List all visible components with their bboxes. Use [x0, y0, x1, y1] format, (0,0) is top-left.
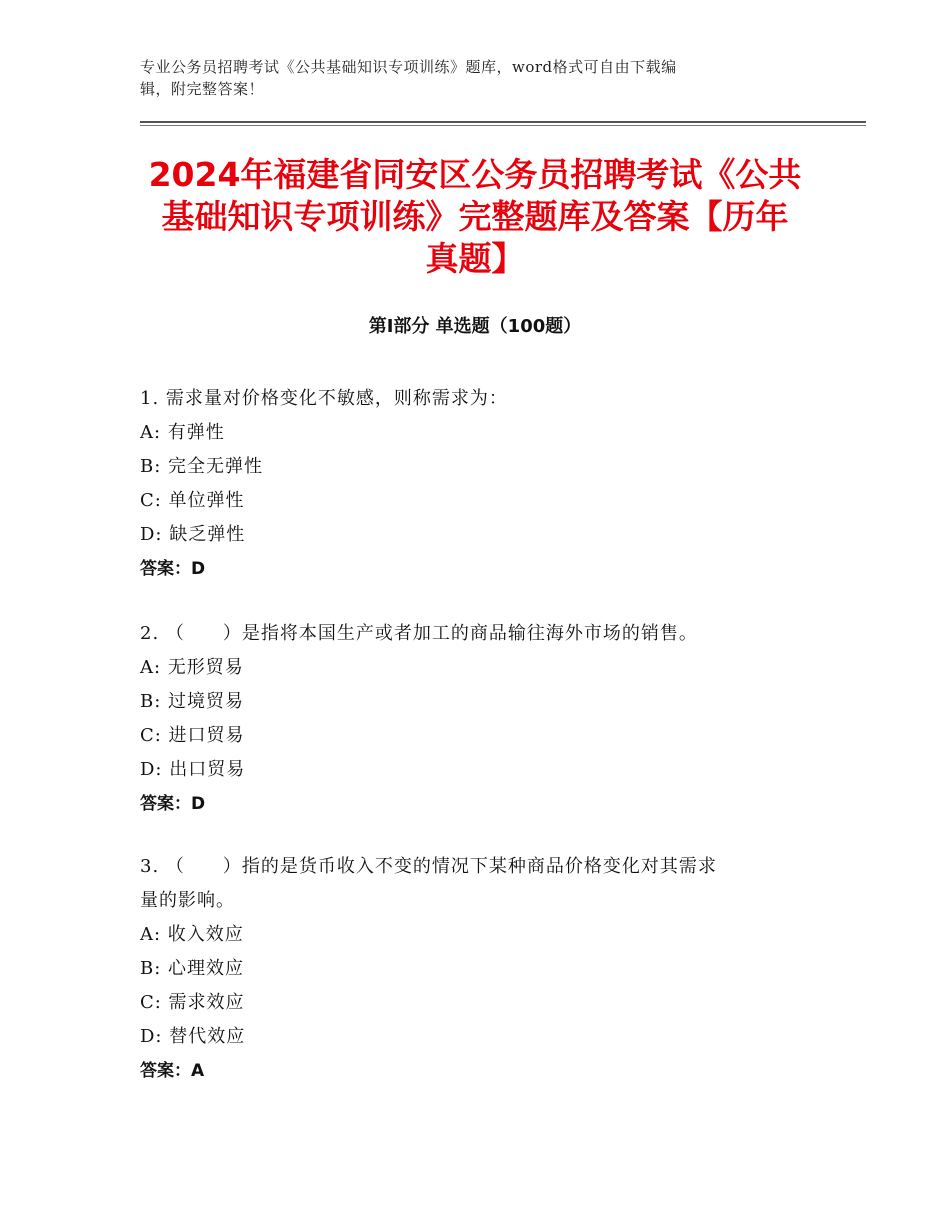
answer-label: 答案：A	[140, 1061, 205, 1081]
option-d: D: 出口贸易	[140, 759, 246, 780]
option-b: B: 心理效应	[140, 958, 245, 979]
answer-label: 答案：D	[140, 559, 206, 579]
option-a: A: 收入效应	[140, 924, 244, 945]
option-d: D: 缺乏弹性	[140, 524, 246, 545]
title-line-2: 基础知识专项训练》完整题库及答案【历年	[161, 197, 789, 236]
option-a: A: 有弹性	[140, 422, 225, 443]
header-divider	[140, 121, 866, 126]
header-note-line-2: 辑，附完整答案！	[140, 80, 265, 98]
document-title	[110, 154, 840, 280]
header-note	[140, 56, 790, 100]
option-c: C: 进口贸易	[140, 725, 245, 746]
title-line-1: 2024年福建省同安区公务员招聘考试《公共	[148, 155, 802, 194]
option-b: B: 完全无弹性	[140, 456, 264, 477]
option-d: D: 替代效应	[140, 1026, 246, 1047]
question-stem: 1. 需求量对价格变化不敏感，则称需求为：	[140, 388, 508, 409]
question-stem: 3. （ ）指的是货币收入不变的情况下某种商品价格变化对其需求	[140, 856, 717, 877]
divider-thick-line	[140, 121, 866, 123]
option-c: C: 需求效应	[140, 992, 245, 1013]
header-note-line-1: 专业公务员招聘考试《公共基础知识专项训练》题库，word格式可自由下载编	[140, 58, 677, 76]
question-2	[140, 617, 820, 821]
question-stem: 2. （ ）是指将本国生产或者加工的商品输往海外市场的销售。	[140, 623, 698, 644]
question-list	[140, 382, 820, 1119]
question-1	[140, 382, 820, 586]
question-stem-continued: 量的影响。	[140, 890, 235, 911]
divider-thin-line	[140, 125, 866, 126]
option-a: A: 无形贸易	[140, 657, 244, 678]
title-line-3: 真题】	[425, 239, 525, 278]
option-c: C: 单位弹性	[140, 490, 245, 511]
option-b: B: 过境贸易	[140, 691, 245, 712]
question-3	[140, 852, 820, 1088]
answer-label: 答案：D	[140, 794, 206, 814]
section-heading: 第Ⅰ部分 单选题（100题）	[368, 316, 582, 337]
